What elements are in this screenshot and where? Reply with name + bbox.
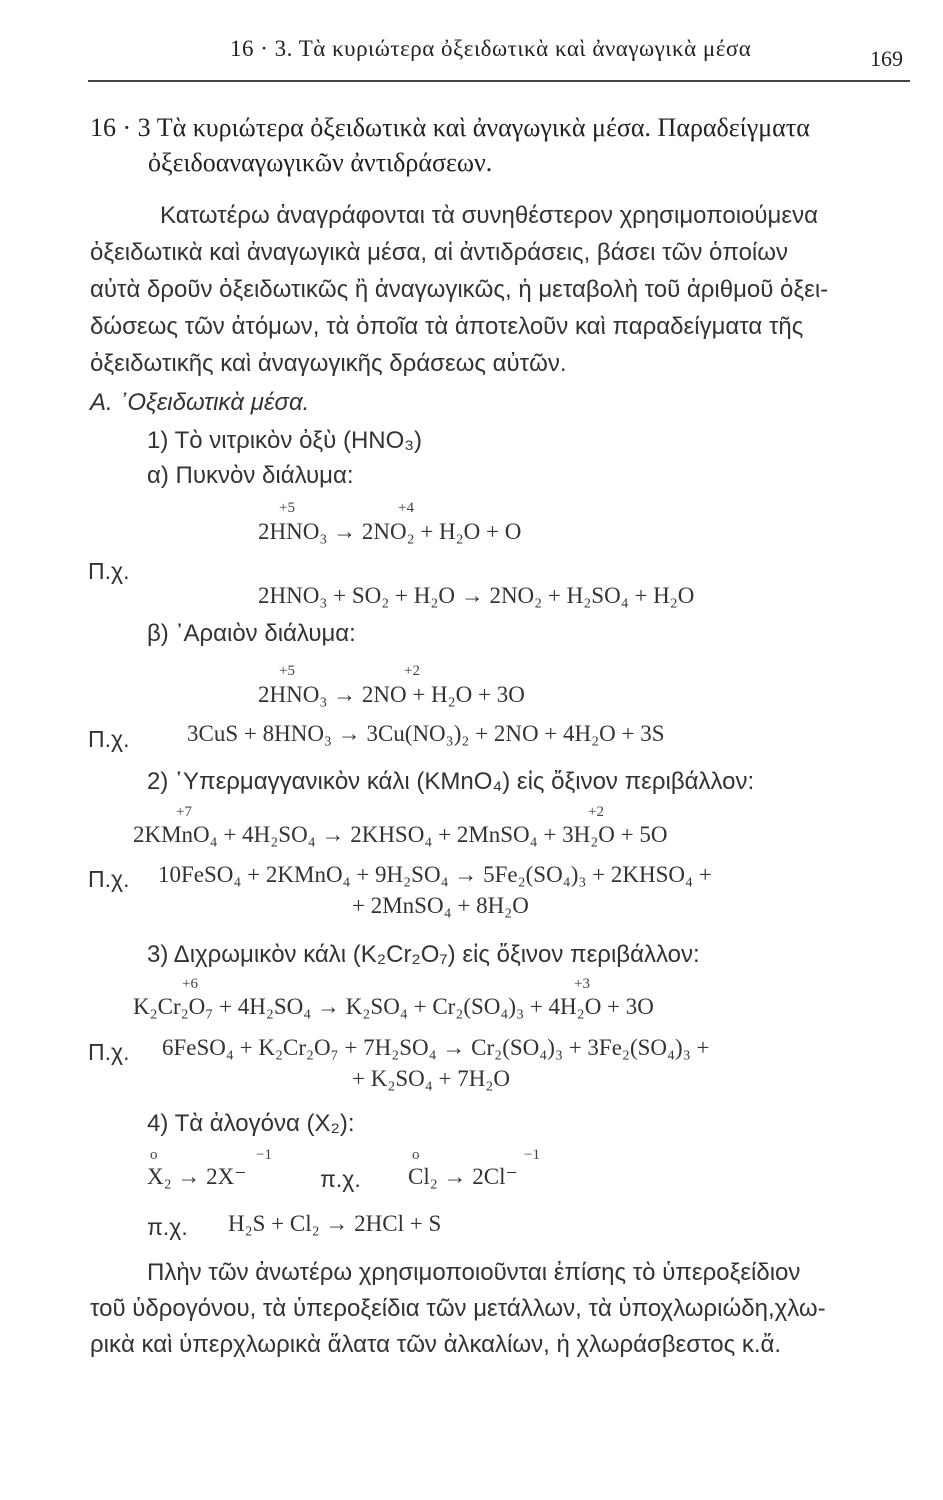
item-dichromate: 3) Διχρωμικὸν κάλι (K₂Cr₂O₇) εἰς ὄξινον περιβάλλον: xyxy=(147,941,700,968)
intro-line-1: Κατωτέρω ἀναγράφονται τὰ συνηθέστερον χρησιμοποιούμενα xyxy=(160,202,818,229)
ox-state: −1 xyxy=(524,1147,540,1163)
page-number: 169 xyxy=(870,46,903,71)
equation-9b: Cl₂ → 2Cl⁻ xyxy=(408,1164,518,1189)
ox-state: +2 xyxy=(404,663,420,679)
closing-line-2: τοῦ ὑδρογόνου, τὰ ὑπεροξείδια τῶν μετάλλων, τὰ ὑποχλωριώδη,χλω- xyxy=(90,1295,826,1322)
equation-7: K₂Cr₂O₇ + 4H₂SO₄ → K₂SO₄ + Cr₂(SO₄)₃ + 4H₂O + 3O xyxy=(133,994,654,1019)
intro-line-4: δώσεως τῶν ἀτόμων, τὰ ὁποῖα τὰ ἀποτελοῦν καὶ παραδείγματα τῆς xyxy=(90,313,804,340)
ox-state: o xyxy=(412,1147,420,1163)
equation-10: H₂S + Cl₂ → 2HCl + S xyxy=(228,1211,442,1236)
example-label: Π.χ. xyxy=(88,1039,130,1065)
ox-state: +7 xyxy=(176,804,192,820)
ox-state: +5 xyxy=(279,663,295,679)
example-label-lower: π.χ. xyxy=(320,1166,361,1192)
running-head: 16 · 3. Τὰ κυριώτερα ὀξειδωτικὰ καὶ ἀναγωγικὰ μέσα xyxy=(230,36,752,61)
equation-5: 2KMnO₄ + 4H₂SO₄ → 2KHSO₄ + 2MnSO₄ + 3H₂O + 5O xyxy=(133,822,668,847)
item-dilute: β) ᾿Αραιὸν διάλυμα: xyxy=(147,620,356,647)
equation-4: 3CuS + 8HNO₃ → 3Cu(NO₃)₂ + 2NO + 4H₂O + 3S xyxy=(187,721,665,746)
ox-state: o xyxy=(150,1147,158,1163)
intro-line-3: αὐτὰ δροῦν ὀξειδωτικῶς ἢ ἀναγωγικῶς, ἡ μεταβολὴ τοῦ ἀριθμοῦ ὀξει- xyxy=(90,276,829,303)
example-label-lower: π.χ. xyxy=(147,1214,188,1240)
example-label: Π.χ. xyxy=(88,866,130,892)
example-label: Π.χ. xyxy=(88,726,130,752)
ox-state: +4 xyxy=(398,500,414,516)
ox-state: −1 xyxy=(256,1147,272,1163)
section-title-line1: 16 · 3 Τὰ κυριώτερα ὀξειδωτικὰ καὶ ἀναγωγικὰ μέσα. Παραδείγματα xyxy=(90,113,810,142)
example-label: Π.χ. xyxy=(88,558,130,584)
equation-9a: X₂ → 2X⁻ xyxy=(147,1164,247,1189)
closing-line-3: ρικὰ καὶ ὑπερχλωρικὰ ἅλατα τῶν ἀλκαλίων, ἡ χλωράσβεστος κ.ἄ. xyxy=(90,1331,782,1358)
ox-state: +2 xyxy=(588,804,604,820)
section-title-line2: ὀξειδοαναγωγικῶν ἀντιδράσεων. xyxy=(148,148,493,177)
equation-6-line2: + 2MnSO₄ + 8H₂O xyxy=(352,893,529,918)
item-halogens: 4) Τὰ ἀλογόνα (X₂): xyxy=(147,1110,355,1137)
closing-line-1: Πλὴν τῶν ἀνωτέρω χρησιμοποιοῦνται ἐπίσης τὸ ὑπεροξείδιον xyxy=(147,1259,801,1286)
ox-state: +3 xyxy=(574,976,590,992)
intro-line-5: ὀξειδωτικῆς καὶ ἀναγωγικῆς δράσεως αὐτῶν. xyxy=(90,350,567,377)
ox-state: +5 xyxy=(279,500,295,516)
item-concentrated: α) Πυκνὸν διάλυμα: xyxy=(147,462,354,489)
intro-line-2: ὀξειδωτικὰ καὶ ἀναγωγικὰ μέσα, αἱ ἀντιδράσεις, βάσει τῶν ὁποίων xyxy=(90,239,788,266)
part-a-heading: Α. ᾿Οξειδωτικὰ μέσα. xyxy=(90,389,310,416)
equation-2: 2HNO₃ + SO₂ + H₂O → 2NO₂ + H₂SO₄ + H₂O xyxy=(258,583,695,608)
equation-3: 2HNO₃ → 2NO + H₂O + 3O xyxy=(258,682,525,707)
item-nitric-acid: 1) Τὸ νιτρικὸν ὀξὺ (HNO₃) xyxy=(147,427,423,454)
equation-8-line2: + K₂SO₄ + 7H₂O xyxy=(352,1066,510,1091)
item-permanganate: 2) ῾Υπερμαγγανικὸν κάλι (KMnO₄) εἰς ὄξινον περιβάλλον: xyxy=(147,768,755,795)
ox-state: +6 xyxy=(182,976,198,992)
header-rule xyxy=(88,80,910,82)
equation-8-line1: 6FeSO₄ + K₂Cr₂O₇ + 7H₂SO₄ → Cr₂(SO₄)₃ + 3Fe₂(SO₄)₃ + xyxy=(162,1035,710,1060)
equation-6-line1: 10FeSO₄ + 2KMnO₄ + 9H₂SO₄ → 5Fe₂(SO₄)₃ + 2KHSO₄ + xyxy=(158,862,712,887)
equation-1: 2HNO₃ → 2NO₂ + H₂O + O xyxy=(258,519,522,544)
